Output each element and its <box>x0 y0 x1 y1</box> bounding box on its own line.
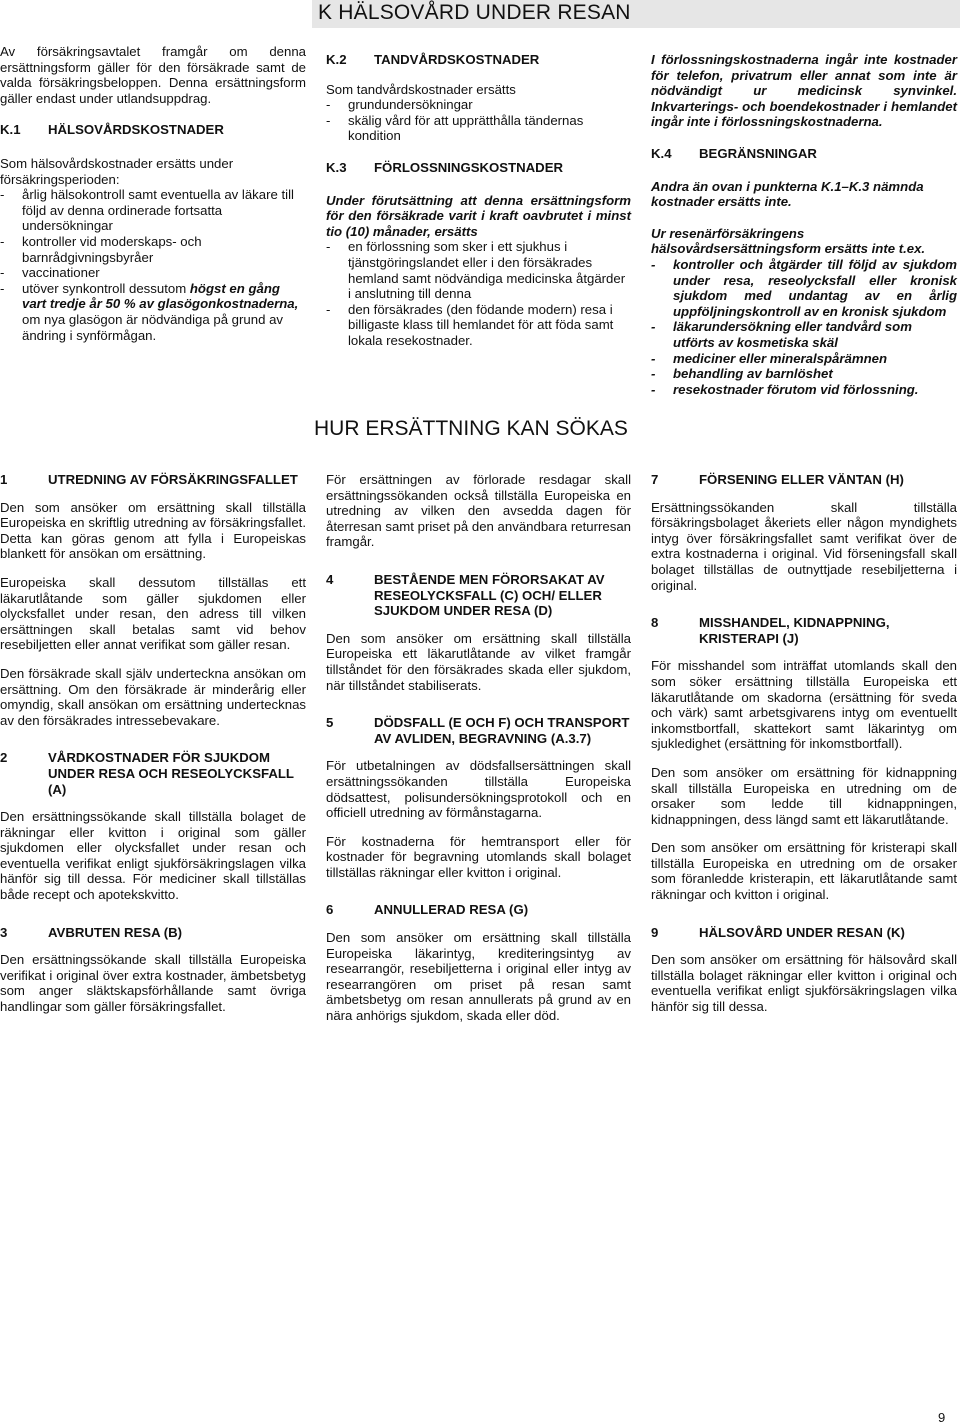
s3-heading <box>0 925 306 941</box>
top-column-2 <box>326 52 631 349</box>
s9-heading <box>651 925 957 941</box>
k3-title: FÖRLOSSNINGSKOSTNADER <box>374 159 564 175</box>
k4-number: K.4 <box>651 145 672 161</box>
k4-paragraph-2: Ur resenärförsäkringens hälsovårdsersättningsform ersätts inte t.ex. <box>651 225 926 257</box>
s5-number: 5 <box>326 715 334 731</box>
s2-heading <box>0 750 306 797</box>
k2-item: - grundundersökningar <box>326 97 473 113</box>
k4-item: - behandling av barnlöshet <box>651 366 833 382</box>
k1-item-glasses: - utöver synkontroll dessutom högst en gång vart tredje år 50 % av glasögonkostnaderna, om nya glasögon är nödvändiga på grund av ändring i synförmågan. <box>0 280 299 343</box>
section-title: HUR ERSÄTTNING KAN SÖKAS <box>314 417 628 440</box>
s1-paragraph: Den som ansöker om ersättning skall tillställa Europeiska en skriftlig utredning av försäkringsfallet. Detta kan göras genom att fylla i Europeiskas blankett för ansökan om ersättning. <box>0 499 306 562</box>
s9-title: HÄLSOVÅRD UNDER RESAN (K) <box>699 924 905 940</box>
s5-heading <box>326 715 631 746</box>
k1-item: - kontroller vid moderskaps- och barnrådgivningsbyråer <box>0 233 202 265</box>
k2-heading <box>326 52 631 68</box>
k2-lead: Som tandvårdskostnader ersätts <box>326 81 516 97</box>
bottom-column-3 <box>651 472 957 1015</box>
k4-title: BEGRÄNSNINGAR <box>699 145 817 161</box>
s1-title: UTREDNING AV FÖRSÄKRINGSFALLET <box>48 472 298 487</box>
s6-paragraph: Den som ansöker om ersättning skall tillställa Europeiska läkarintyg, krediteringsintyg av researrangör, resebiljetterna i original eller intyg av researrangören om priset på resan samt ämbetsbetyg om resan annullerats på grund av en nära anhörigs sjukdom, skada eller död. <box>326 930 631 1024</box>
bottom-column-1 <box>0 472 306 1015</box>
s7-paragraph: Ersättningssökanden skall tillställa försäkringsbolaget åkeriets eller någon myndighets intyg över försäkringsfallet samt verifikat över de extra kostnaderna i original. Vid förseningsfall skall bolaget tillställas de outnyttjade resebiljetterna i original. <box>651 499 957 593</box>
s4-heading <box>326 572 631 619</box>
s4-paragraph: Den som ansöker om ersättning skall tillställa Europeiska ett läkarutlåtande av vilket framgår tillståndet för den försäkrades skada eller sjukdom, när tillståndet stabiliserats. <box>326 630 631 693</box>
k3-number: K.3 <box>326 159 347 175</box>
bottom-column-2 <box>326 472 631 1024</box>
k4-item: - kontroller och åtgärder till följd av sjukdom under resa, reseolycksfall eller kronisk sjukdom med undantag av en årlig uppföljningskontroll av en kronisk sjukdom <box>651 256 957 319</box>
k4-item: - resekostnader förutom vid förlossning. <box>651 381 919 397</box>
k1-item: - årlig hälsokontroll samt eventuella av läkare till följd av denna ordinerade fortsatta undersökningar <box>0 187 294 234</box>
k1-title: HÄLSOVÅRDSKOSTNADER <box>48 122 224 138</box>
k3-item: - en förlossning som sker i ett sjukhus i tjänstgöringslandet eller i den försäkrades hemland samt nödvändiga medicinska åtgärder i anslutning till denna <box>326 239 626 302</box>
lost-days-paragraph: För ersättningen av förlorade resdagar skall ersättningssökanden också tillställa Europeiska en utredning av vilken den avsedda dagen för återresan samt priset på den användbara returresan framgår. <box>326 472 631 550</box>
intro-paragraph: Av försäkringsavtalet framgår om denna ersättningsform gäller för den försäkrade samt de valda försäkringsbeloppen. Denna ersättningsform gäller endast under utlandsuppdrag. <box>0 44 306 106</box>
s1-number: 1 <box>0 472 8 487</box>
s3-number: 3 <box>0 924 8 940</box>
s6-heading <box>326 902 631 918</box>
s2-paragraph: Den ersättningssökande skall tillställa bolaget de räkningar eller kvitton i original som gäller sjukdomen eller olycksfallet under resan och eventuella verifikat enligt sjukförsäkringslagen vilka hänför sig till dessa. För mediciner skall tillställas både recept och apotekskvitto. <box>0 809 306 903</box>
s4-title: BESTÅENDE MEN FÖRORSAKAT AV RESEOLYCKSFALL (C) OCH/ ELLER SJUKDOM UNDER RESA (D) <box>374 571 605 619</box>
s5-title: DÖDSFALL (E OCH F) OCH TRANSPORT AV AVLIDEN, BEGRAVNING (A.3.7) <box>374 715 630 746</box>
s7-title: FÖRSENING ELLER VÄNTAN (H) <box>699 472 904 487</box>
page-title: K HÄLSOVÅRD UNDER RESAN <box>318 1 631 24</box>
s9-number: 9 <box>651 924 659 940</box>
k4-item: - mediciner eller mineralspårämnen <box>651 350 888 366</box>
s8-number: 8 <box>651 615 659 631</box>
k2-title: TANDVÅRDSKOSTNADER <box>374 52 540 67</box>
k4-item: - läkarundersökning eller tandvård som utförts av kosmetiska skäl <box>651 319 912 350</box>
s7-number: 7 <box>651 472 659 487</box>
exclusions-paragraph: I förlossningskostnaderna ingår inte kostnader för telefon, privatrum eller annat som inte är nödvändigt ur medicinsk synvinkel. Inkvarterings- och boendekostnader i hemlandet ingår inte i förlossningskostnaderna. <box>651 52 957 130</box>
s1-heading <box>0 472 306 488</box>
k3-item: - den försäkrades (den födande modern) resa i billigaste klass till hemlandet för att föda samt lokala resekostnader. <box>326 301 614 348</box>
s6-number: 6 <box>326 902 334 918</box>
k3-heading <box>326 160 631 176</box>
k1-heading <box>0 122 306 138</box>
s4-number: 4 <box>326 571 334 587</box>
k2-item: - skälig vård för att upprätthålla tändernas kondition <box>326 112 584 144</box>
s8-title: MISSHANDEL, KIDNAPPNING, KRISTERAPI (J) <box>699 615 890 646</box>
s5-paragraph: För kostnaderna för hemtransport eller för kostnader för begravning utomlands skall bolaget tillställas räkningar eller kvitton i original. <box>326 833 631 880</box>
s8-paragraph: Den som ansöker om ersättning för kristerapi skall tillställa Europeiska en utredning om de orsaker som föranledde kristerapin, ett läkarutlåtande samt räkningar och kvitton i original. <box>651 840 957 903</box>
k3-lead: Under förutsättning att denna ersättningsform för den försäkrade varit i kraft oavbrutet i minst tio (10) månader, ersätts <box>326 192 631 239</box>
s6-title: ANNULLERAD RESA (G) <box>374 902 529 918</box>
s3-paragraph: Den ersättningssökande skall tillställa Europeiska verifikat i original över extra kostnader, ämbetsbetyg som anger släktskapsförhållande samt övriga handlingar som gäller försäkringsfallet. <box>0 952 306 1015</box>
s2-number: 2 <box>0 750 8 766</box>
page-number: 9 <box>938 1410 946 1425</box>
s1-paragraph: Den försäkrade skall själv underteckna ansökan om ersättning. Om den försäkrade är minderårig eller omyndig, skall ansökan om ersättning undertecknas av den försäkrades intressebevakare. <box>0 665 306 728</box>
s8-heading <box>651 615 957 646</box>
k1-lead: Som hälsovårdskostnader ersätts under försäkringsperioden: <box>0 155 234 187</box>
k1-item: - vaccinationer <box>0 265 100 281</box>
top-column-3 <box>651 52 957 397</box>
k2-number: K.2 <box>326 52 347 67</box>
k4-heading <box>651 146 957 162</box>
k1-number: K.1 <box>0 122 21 138</box>
top-column-1 <box>0 44 306 343</box>
s8-paragraph: Den som ansöker om ersättning för kidnappning skall tillställa Europeiska en utredning om de orsaker som ledde till kidnappningen, kidnappningen, dess längd samt ett läkarutlåtande. <box>651 764 957 827</box>
s5-paragraph: För utbetalningen av dödsfallsersättningen skall ersättningssökanden tillställa Europeiska dödsattest, polisundersökningsprotokoll och en officiell utredning av förmånstagarna. <box>326 758 631 821</box>
s2-title: VÅRDKOSTNADER FÖR SJUKDOM UNDER RESA OCH RESEOLYCKSFALL (A) <box>48 750 294 797</box>
k4-paragraph-1: Andra än ovan i punkterna K.1–K.3 nämnda kostnader ersätts inte. <box>651 178 924 210</box>
s1-paragraph: Europeiska skall dessutom tillställas ett läkarutlåtande som gäller sjukdomen eller olycksfallet under resan, den adress till vilken ersättningen skall betalas samt vid behov resebiljetten eller annat verifikat som gäller resan. <box>0 574 306 653</box>
s7-heading <box>651 472 957 488</box>
s8-paragraph: För misshandel som inträffat utomlands skall den som söker ersättning tillställa Europeiska ett läkarutlåtande om skadorna (ersättning för sveda och värk) samt arbetsgivarens intyg om eventuellt inkomstbortfall, skattekort samt läkarintyg om sjukledighet (ersättning för inkomstbortfall). <box>651 658 957 752</box>
s3-title: AVBRUTEN RESA (B) <box>48 924 183 940</box>
s9-paragraph: Den som ansöker om ersättning för hälsovård skall tillställa bolaget räkningar eller kvitton i original och eventuella verifikat enligt sjukförsäkringslagen vilka hänför sig till dessa. <box>651 952 957 1015</box>
